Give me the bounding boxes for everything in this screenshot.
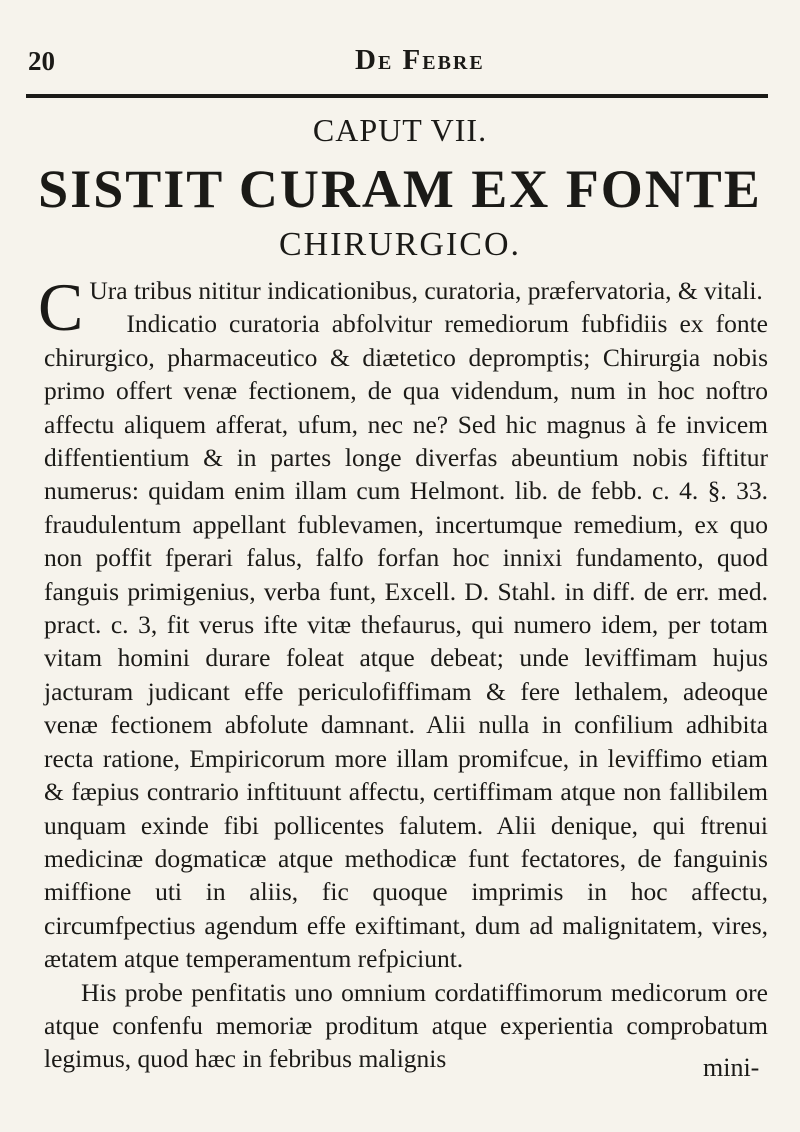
body-text <box>38 269 768 1076</box>
chapter-number: CAPUT VII. <box>312 112 488 148</box>
page-number: 20 <box>28 46 55 76</box>
catchword: mini- <box>703 1053 760 1082</box>
chapter-title-line1: SISTIT CURAM EX FONTE <box>38 159 762 219</box>
page-header <box>28 38 768 78</box>
running-title: De Febre <box>355 44 485 76</box>
header-rule <box>26 94 768 98</box>
second-paragraph: Indicatio curatoria abfolvitur remediorum fubfidiis ex fonte chirurgico, pharmaceutico & diætetico depromptis; Chirurgia nobis primo offert venæ fectionem, de qua videndum, num in hoc noftro affectu aliquem afferat, ufum, nec ne? Sed hic magnus à fe invicem diffentientium & in partes longe diverfas abeuntium nobis fiftitur numerus: quidam enim illam cum Helmont. lib. de febb. c. 4. §. 33. fraudulentum appellant fublevamen, incertumque remedium, ex quo non poffit fperari falus, falfo forfan hoc innixi fundamento, quod fanguis primigenius, verba funt, Excell. D. Stahl. in diff. de err. med. pract. c. 3, fit verus ifte vitæ thefaurus, qui numero idem, per totam vitam homini durare foleat atque debeat; unde leviffimam hujus jacturam judicant effe periculofiffimam & fere lethalem, adeoque venæ fectionem abfolute damnant. Alii nulla in confilium adhibita recta ratione, Empiricorum more illam promifcue, in leviffimo etiam & fæpius contrario inftituunt affectu, certiffimam atque non fallibilem unquam exinde fibi pollicentes falutem. Alii denique, qui ftrenui medicinæ dogmaticæ atque methodicæ funt fectatores, de fanguinis miffione uti in aliis, fic quoque imprimis in hoc affectu, circumfpectius agendum effe exiftimant, dum ad malignitatem, vires, ætatem atque temperamentum refpiciunt. <box>44 309 768 974</box>
first-paragraph <box>38 269 768 345</box>
chapter-title-line2: CHIRURGICO. <box>278 226 522 263</box>
drop-capital: C <box>38 269 84 345</box>
third-paragraph: His probe penfitatis uno omnium cordatiffimorum medicorum ore atque confenfu memoriæ proditum atque experientia comprobatum legimus, quod hæc in febribus malignis <box>44 977 768 1074</box>
first-paragraph-text: Ura tribus nititur indicationibus, curatoria, præfervatoria, & vitali. <box>89 276 763 305</box>
